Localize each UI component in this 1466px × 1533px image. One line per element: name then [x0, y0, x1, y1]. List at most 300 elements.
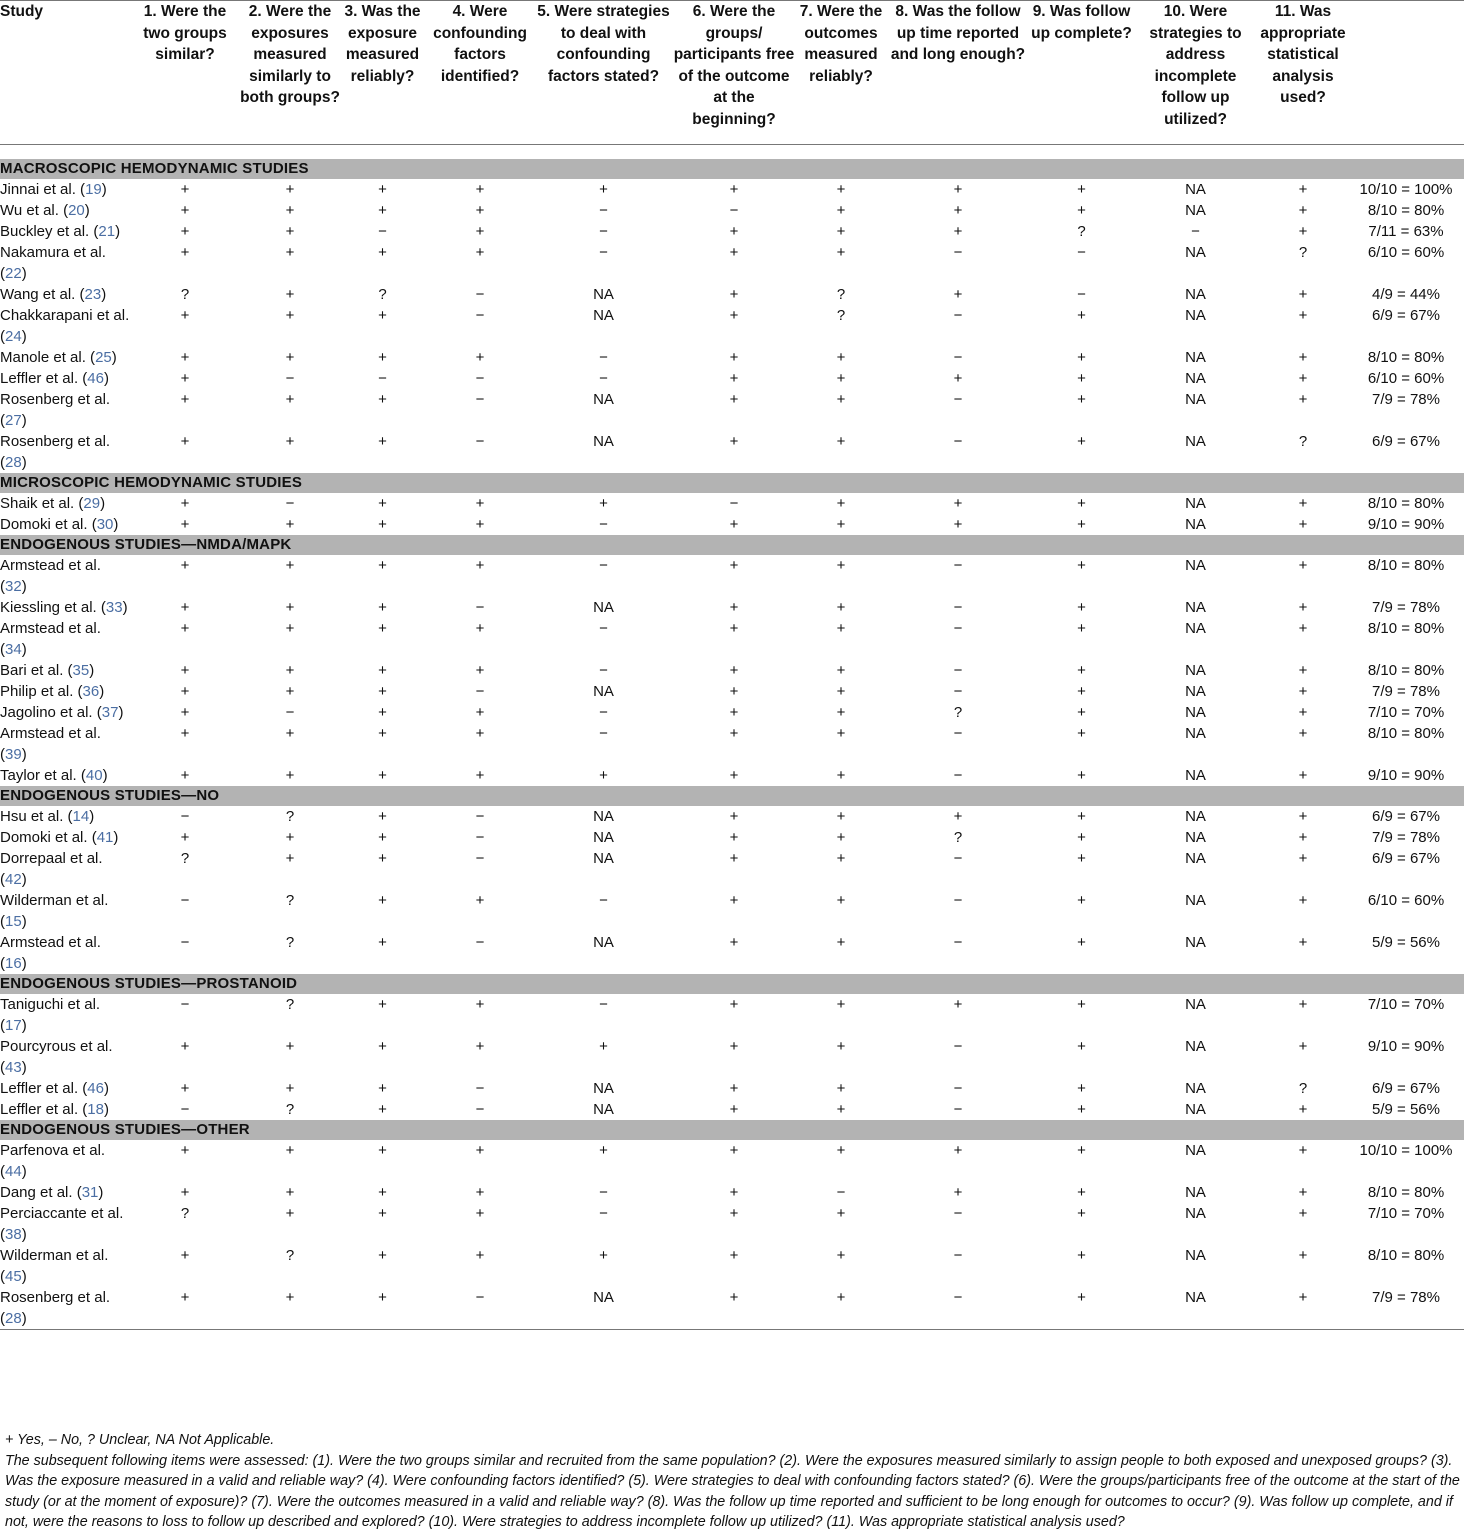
rating-cell: + [180, 620, 190, 637]
rating-cell: + [1298, 704, 1308, 721]
score-cell: 7/10 = 70% [1367, 1205, 1445, 1222]
rating-cell: − [378, 370, 387, 387]
rating-cell: + [1298, 996, 1308, 1013]
rating-cell: − [953, 850, 963, 867]
rating-cell: + [1298, 662, 1308, 679]
rating-cell: NA [535, 1287, 672, 1330]
reference-number: 45 [5, 1268, 22, 1285]
column-header-item-7: 7. Were the outcomes measured reliably? [796, 1, 886, 145]
rating-cell: + [180, 1038, 190, 1055]
rating-cell: + [1077, 1247, 1086, 1264]
rating-cell: NA [1185, 495, 1206, 512]
reference-number: 42 [5, 871, 22, 888]
rating-cell: + [1077, 767, 1086, 784]
table-row [0, 618, 1464, 660]
score-cell: 7/9 = 78% [1372, 829, 1440, 846]
rating-cell: NA [1185, 1101, 1206, 1118]
rating-cell: ? [285, 1101, 295, 1118]
rating-cell: NA [593, 307, 614, 324]
rating-cell: + [836, 767, 846, 784]
rating-cell: NA [1185, 391, 1206, 408]
rating-cell: + [378, 767, 387, 784]
reference-number: 36 [82, 683, 100, 700]
table-row [0, 765, 1464, 786]
reference-number: 19 [85, 181, 102, 198]
rating-cell: + [836, 850, 846, 867]
score-cell: 6/9 = 67% [1372, 850, 1440, 867]
rating-cell: + [1077, 1038, 1086, 1055]
rating-cell: + [729, 808, 739, 825]
section-title: ENDOGENOUS STUDIES—OTHER [0, 1120, 1464, 1140]
rating-cell: + [729, 934, 739, 951]
score-cell: 5/9 = 56% [1372, 934, 1440, 951]
table-row [0, 994, 1464, 1036]
rating-cell: + [1298, 557, 1308, 574]
rating-cell: + [729, 223, 739, 240]
rating-cell: NA [1185, 286, 1206, 303]
rating-cell: + [285, 349, 295, 366]
section-title: ENDOGENOUS STUDIES—NO [0, 786, 1464, 806]
study-name: Perciaccante et al. [0, 1205, 124, 1222]
study-cell: Leffler et al. (46) [0, 1080, 109, 1097]
study-cell: Leffler et al. (18) [0, 1101, 109, 1118]
rating-cell: + [953, 181, 963, 198]
rating-cell: + [378, 808, 387, 825]
rating-cell: + [1298, 349, 1308, 366]
study-name: Armstead et al. [0, 725, 101, 742]
rating-cell: + [836, 599, 846, 616]
reference-number: 30 [96, 516, 114, 533]
rating-cell: + [1077, 1184, 1086, 1201]
rating-cell: + [729, 767, 739, 784]
rating-cell: + [475, 725, 485, 742]
rating-cell: + [1077, 996, 1086, 1013]
rating-cell: + [378, 349, 387, 366]
rating-cell: − [180, 1101, 190, 1118]
rating-cell: NA [1185, 1247, 1206, 1264]
rating-cell: + [285, 202, 295, 219]
rating-cell: + [180, 725, 190, 742]
rating-cell: + [729, 683, 739, 700]
rating-cell: − [599, 223, 608, 240]
study-name: Kiessling et al. [0, 599, 97, 616]
study-name: Armstead et al. [0, 620, 101, 637]
study-name: Jagolino et al. [0, 704, 93, 721]
rating-cell: − [953, 620, 963, 637]
rating-cell: + [836, 620, 846, 637]
study-cell: Wilderman et al. (15) [0, 892, 109, 930]
rating-cell: ? [378, 286, 387, 303]
rating-cell: + [599, 1247, 608, 1264]
study-name: Jinnai et al. [0, 181, 76, 198]
section-header-row [0, 1120, 1464, 1140]
rating-cell: − [475, 370, 485, 387]
rating-cell: ? [1298, 1080, 1308, 1097]
reference-number: 46 [87, 370, 104, 387]
rating-cell: + [285, 599, 295, 616]
rating-cell: + [729, 1142, 739, 1159]
rating-cell: NA [1185, 850, 1206, 867]
rating-cell: ? [836, 307, 846, 324]
reference-number: 24 [5, 328, 22, 345]
study-cell: Armstead et al. (34) [0, 620, 101, 658]
rating-cell: + [953, 1142, 963, 1159]
rating-cell: − [378, 223, 387, 240]
rating-cell: − [180, 934, 190, 951]
rating-cell: + [599, 1142, 608, 1159]
section-title: MACROSCOPIC HEMODYNAMIC STUDIES [0, 159, 1464, 179]
score-cell: 6/9 = 67% [1372, 433, 1440, 450]
reference-number: 34 [5, 641, 22, 658]
table-row [0, 514, 1464, 535]
table-row [0, 1036, 1464, 1078]
rating-cell: + [1298, 892, 1308, 909]
table-row [0, 932, 1464, 974]
rating-cell: + [1077, 1205, 1086, 1222]
rating-cell: + [285, 662, 295, 679]
rating-cell: + [475, 1142, 485, 1159]
column-header-item-1: 1. Were the two groups similar? [130, 1, 240, 145]
column-header-item-9: 9. Was follow up complete? [1030, 1, 1133, 145]
rating-cell: + [796, 1287, 886, 1330]
rating-cell: + [836, 433, 846, 450]
rating-cell: NA [1185, 829, 1206, 846]
table-row [0, 368, 1464, 389]
rating-cell: − [599, 662, 608, 679]
rating-cell: + [285, 767, 295, 784]
reference-number: 40 [85, 767, 103, 784]
rating-cell: + [475, 1247, 485, 1264]
rating-cell: + [180, 370, 190, 387]
rating-cell: + [1258, 1287, 1348, 1330]
rating-cell: NA [1185, 808, 1206, 825]
rating-cell: + [1077, 850, 1086, 867]
rating-cell: + [729, 181, 739, 198]
table-row [0, 284, 1464, 305]
rating-cell: − [953, 767, 963, 784]
rating-cell: NA [1185, 349, 1206, 366]
study-cell: Parfenova et al. (44) [0, 1142, 106, 1180]
table-row [0, 827, 1464, 848]
rating-cell: + [378, 181, 387, 198]
rating-cell: + [672, 1287, 796, 1330]
section-title: MICROSCOPIC HEMODYNAMIC STUDIES [0, 473, 1464, 493]
rating-cell: + [285, 181, 295, 198]
rating-cell: − [285, 370, 295, 387]
table-row [0, 242, 1464, 284]
study-name: Shaik et al. [0, 495, 75, 512]
table-body [0, 145, 1464, 1330]
study-name: Wilderman et al. [0, 1247, 109, 1264]
table-row [0, 200, 1464, 221]
rating-cell: NA [1133, 1287, 1258, 1330]
rating-cell: − [599, 704, 608, 721]
rating-cell: + [285, 1184, 295, 1201]
rating-cell: + [378, 704, 387, 721]
rating-cell: + [285, 391, 295, 408]
study-cell: Rosenberg et al. (28) [0, 433, 111, 471]
rating-cell: + [180, 704, 190, 721]
rating-cell: + [475, 892, 485, 909]
rating-cell: − [599, 1184, 608, 1201]
rating-cell: − [953, 349, 963, 366]
rating-cell: NA [1185, 767, 1206, 784]
study-cell: Dorrepaal et al. (42) [0, 850, 103, 888]
rating-cell: + [475, 1184, 485, 1201]
rating-cell: + [475, 662, 485, 679]
rating-cell: ? [1077, 223, 1086, 240]
rating-cell: + [1298, 286, 1308, 303]
rating-cell: − [1191, 223, 1200, 240]
rating-cell: ? [180, 850, 190, 867]
rating-cell: + [1077, 516, 1086, 533]
study-name: Wu et al. [0, 202, 59, 219]
study-name: Rosenberg et al. [0, 391, 111, 408]
rating-cell: NA [1185, 1184, 1206, 1201]
score-cell: 6/10 = 60% [1367, 892, 1445, 909]
reference-number: 20 [68, 202, 85, 219]
reference-number: 32 [5, 578, 22, 595]
study-cell: Taniguchi et al. (17) [0, 996, 101, 1034]
rating-cell: + [285, 433, 295, 450]
rating-cell: − [475, 1080, 485, 1097]
study-name: Leffler et al. [0, 1101, 79, 1118]
rating-cell: − [953, 1080, 963, 1097]
rating-cell: − [1077, 244, 1086, 261]
rating-cell: + [378, 662, 387, 679]
rating-cell: + [475, 202, 485, 219]
rating-cell: + [1298, 767, 1308, 784]
study-name: Rosenberg et al. [0, 1289, 111, 1306]
rating-cell: + [1298, 599, 1308, 616]
study-name: Chakkarapani et al. [0, 307, 130, 324]
rating-cell: + [378, 202, 387, 219]
study-name: Wang et al. [0, 286, 76, 303]
study-name: Rosenberg et al. [0, 433, 111, 450]
rating-cell: + [1298, 1101, 1308, 1118]
rating-cell: + [1298, 181, 1308, 198]
rating-cell: + [475, 495, 485, 512]
rating-cell: − [599, 370, 608, 387]
rating-cell: + [1298, 1184, 1308, 1201]
score-cell: 7/9 = 78% [1372, 391, 1440, 408]
reference-number: 41 [96, 829, 114, 846]
rating-cell: + [1298, 808, 1308, 825]
score-cell: 6/10 = 60% [1367, 370, 1445, 387]
rating-cell: + [130, 1287, 240, 1330]
rating-cell: + [836, 1080, 846, 1097]
table-footnotes [5, 1430, 1461, 1533]
rating-cell: − [475, 307, 485, 324]
study-cell: Armstead et al. (32) [0, 557, 101, 595]
reference-number: 27 [5, 412, 22, 429]
rating-cell: + [378, 557, 387, 574]
rating-cell: − [599, 996, 608, 1013]
study-name: Armstead et al. [0, 557, 101, 574]
study-name: Parfenova et al. [0, 1142, 106, 1159]
rating-cell: + [180, 1184, 190, 1201]
table-row [0, 1182, 1464, 1203]
rating-cell: + [378, 1101, 387, 1118]
rating-cell: − [729, 495, 739, 512]
table-row [0, 305, 1464, 347]
section-header-row [0, 786, 1464, 806]
rating-cell: + [836, 704, 846, 721]
table-row [0, 555, 1464, 597]
rating-cell: NA [1185, 244, 1206, 261]
reference-number: 28 [5, 1310, 22, 1327]
rating-cell: ? [953, 829, 963, 846]
rating-cell: − [599, 202, 608, 219]
rating-cell: + [1298, 307, 1308, 324]
rating-cell: + [378, 996, 387, 1013]
table-row [0, 431, 1464, 473]
rating-cell: ? [1298, 433, 1308, 450]
rating-cell: + [285, 244, 295, 261]
rating-cell: + [1298, 516, 1308, 533]
rating-cell: + [378, 433, 387, 450]
rating-cell: − [475, 1101, 485, 1118]
rating-cell: + [378, 1038, 387, 1055]
score-cell: 6/9 = 67% [1372, 1080, 1440, 1097]
rating-cell: + [378, 516, 387, 533]
rating-cell: + [180, 662, 190, 679]
rating-cell: − [729, 202, 739, 219]
score-cell: 8/10 = 80% [1367, 725, 1445, 742]
rating-cell: + [1077, 1080, 1086, 1097]
reference-number: 33 [105, 599, 123, 616]
rating-cell: NA [1185, 1205, 1206, 1222]
rating-cell: + [475, 557, 485, 574]
rating-cell: + [836, 892, 846, 909]
rating-cell: − [953, 892, 963, 909]
table-row [0, 806, 1464, 827]
rating-cell: + [836, 516, 846, 533]
rating-cell: − [953, 725, 963, 742]
rating-cell: + [1077, 662, 1086, 679]
study-name: Domoki et al. [0, 516, 88, 533]
rating-cell: NA [1185, 181, 1206, 198]
rating-cell: ? [285, 892, 295, 909]
rating-cell: NA [593, 286, 614, 303]
rating-cell: − [475, 433, 485, 450]
score-cell: 8/10 = 80% [1367, 662, 1445, 679]
rating-cell: + [836, 495, 846, 512]
rating-cell: + [378, 244, 387, 261]
study-cell: Hsu et al. (14) [0, 808, 95, 825]
rating-cell: − [475, 599, 485, 616]
rating-cell: + [729, 892, 739, 909]
rating-cell: NA [593, 808, 614, 825]
rating-cell: + [1298, 370, 1308, 387]
rating-cell: NA [1185, 516, 1206, 533]
study-name: Manole et al. [0, 349, 86, 366]
column-header-item-11: 11. Was appropriate statistical analysis used? [1258, 1, 1348, 145]
column-header-item-10: 10. Were strategies to address incomplete follow up utilized? [1133, 1, 1258, 145]
rating-cell: + [1077, 934, 1086, 951]
rating-cell: + [836, 181, 846, 198]
score-cell: 8/10 = 80% [1367, 557, 1445, 574]
score-cell: 8/10 = 80% [1367, 1247, 1445, 1264]
rating-cell: + [475, 244, 485, 261]
score-cell: 7/11 = 63% [1368, 223, 1444, 240]
study-cell: Kiessling et al. (33) [0, 599, 128, 616]
rating-cell: + [836, 1101, 846, 1118]
rating-cell: + [1077, 683, 1086, 700]
rating-cell: + [836, 370, 846, 387]
study-cell: Wu et al. (20) [0, 202, 90, 219]
column-header-item-4: 4. Were confounding factors identified? [425, 1, 535, 145]
rating-cell: ? [285, 1247, 295, 1264]
rating-cell: − [599, 516, 608, 533]
rating-cell: − [836, 1184, 846, 1201]
rating-cell: + [953, 202, 963, 219]
study-name: Leffler et al. [0, 1080, 79, 1097]
rating-cell: + [836, 725, 846, 742]
rating-cell: NA [1185, 934, 1206, 951]
rating-cell: − [953, 244, 963, 261]
score-cell: 9/10 = 90% [1367, 1038, 1445, 1055]
rating-cell: NA [1185, 557, 1206, 574]
rating-cell: + [1077, 829, 1086, 846]
score-cell: 7/10 = 70% [1367, 704, 1445, 721]
rating-cell: + [729, 1101, 739, 1118]
study-cell: Wilderman et al. (45) [0, 1247, 109, 1285]
score-cell: 9/10 = 90% [1367, 767, 1445, 784]
rating-cell: − [886, 1287, 1030, 1330]
table-header [0, 1, 1464, 145]
rating-cell: NA [1185, 370, 1206, 387]
table-row [0, 1140, 1464, 1182]
study-cell: Shaik et al. (29) [0, 495, 106, 512]
rating-cell: − [425, 1287, 535, 1330]
rating-cell: + [475, 516, 485, 533]
study-name: Domoki et al. [0, 829, 88, 846]
rating-cell: NA [593, 433, 614, 450]
study-cell: Domoki et al. (30) [0, 516, 119, 533]
rating-cell: + [180, 223, 190, 240]
rating-cell: + [729, 557, 739, 574]
reference-number: 15 [5, 913, 22, 930]
rating-cell: + [1077, 599, 1086, 616]
rating-cell: ? [953, 704, 963, 721]
table-row [0, 723, 1464, 765]
rating-cell: + [953, 808, 963, 825]
rating-cell: + [599, 767, 608, 784]
rating-cell: + [1298, 202, 1308, 219]
rating-cell: + [729, 1205, 739, 1222]
rating-cell: + [1077, 1101, 1086, 1118]
column-header-item-6: 6. Were the groups/ participants free of the outcome at the beginning? [672, 1, 796, 145]
rating-cell: − [599, 349, 608, 366]
study-cell: Taylor et al. (40) [0, 767, 108, 784]
rating-cell: + [180, 181, 190, 198]
rating-cell: − [953, 433, 963, 450]
reference-number: 29 [83, 495, 101, 512]
rating-cell: − [285, 495, 295, 512]
rating-cell: + [180, 391, 190, 408]
rating-cell: + [836, 829, 846, 846]
rating-cell: + [599, 495, 608, 512]
study-name: Bari et al. [0, 662, 64, 679]
rating-cell: + [729, 1247, 739, 1264]
rating-cell: + [729, 370, 739, 387]
column-header-item-5: 5. Were strategies to deal with confounding factors stated? [535, 1, 672, 145]
rating-cell: + [285, 829, 295, 846]
study-cell: Nakamura et al. (22) [0, 244, 106, 282]
column-header-study: Study [0, 1, 130, 145]
study-name: Leffler et al. [0, 370, 79, 387]
